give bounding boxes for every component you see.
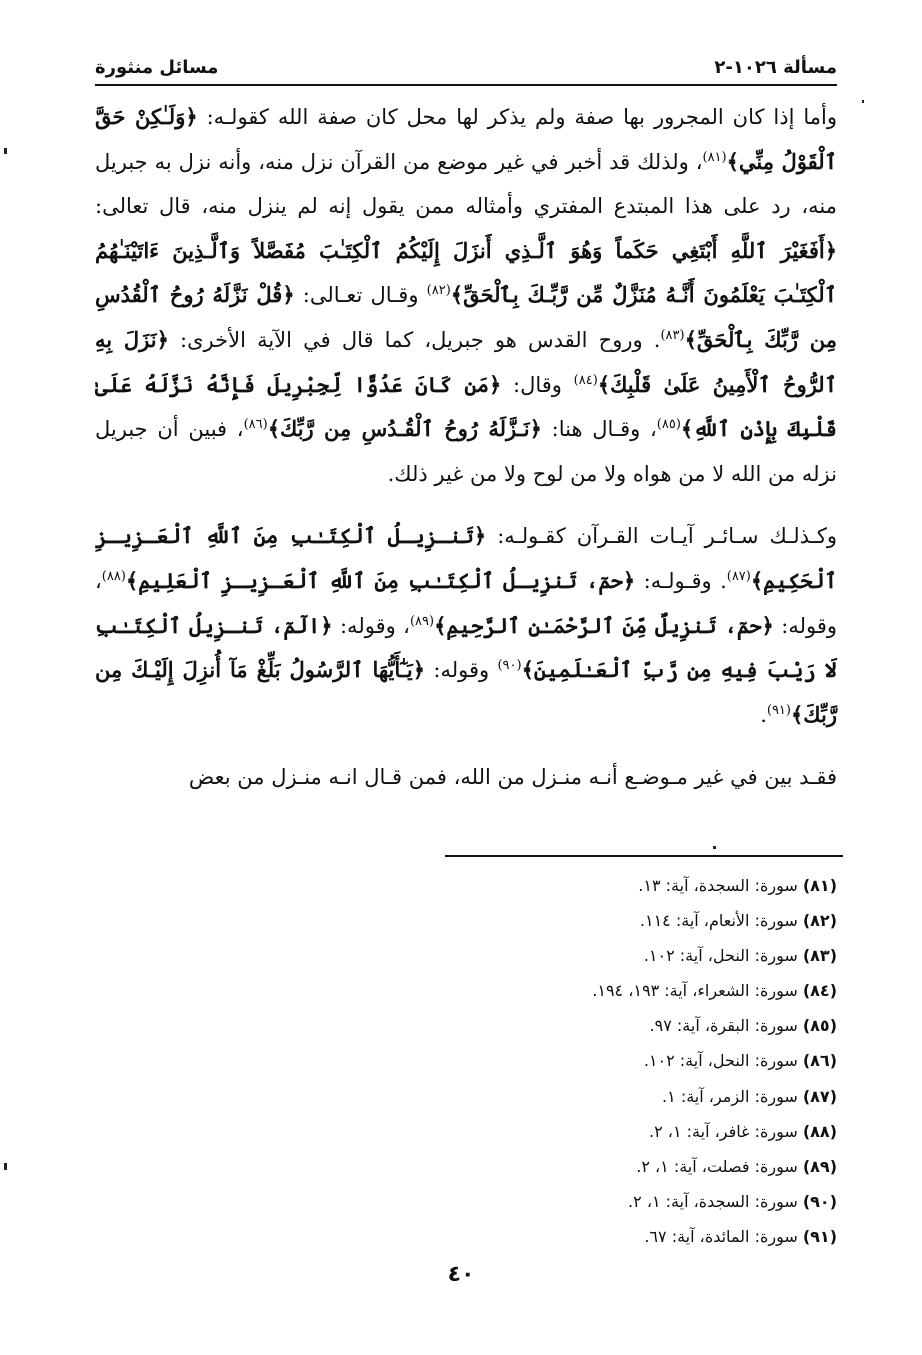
footnote-item — [95, 1043, 837, 1078]
footnote-item — [95, 938, 837, 973]
footnote-number: (٨١) — [802, 876, 837, 895]
footnote-number: (٨٤) — [802, 981, 837, 1001]
footnote-marker: (٨٥) — [656, 417, 681, 433]
footnote-item — [95, 1149, 837, 1184]
footnote-item — [95, 1079, 837, 1114]
footnote-item — [95, 973, 837, 1008]
body-text-run: وقوله: — [425, 658, 498, 683]
quran-verse: ﴿الٓمٓ، تَنـزِيلُ ٱلْكِتَـٰبِ لَا رَيْبَ فِيهِ مِن رَّبِّ ٱلْعَـٰلَمِينَ﴾ — [95, 612, 837, 683]
quran-verse: ﴿قُلْ نَزَّلَهُ رُوحُ ٱلْقُدُسِ مِن رَّبِّكَ بِٱلْحَقِّ﴾ — [95, 282, 837, 352]
quran-verse: ﴿مَن كَانَ عَدُوًّا لِّجِبْرِيلَ فَإِنَّهُ نَزَّلَهُ عَلَىٰ قَلْبِكَ بِإِذْنِ ٱللَّهِ﴾ — [95, 371, 837, 442]
footnotes-list — [95, 868, 837, 1254]
footnote-number: (٩١) — [802, 1226, 837, 1246]
quran-verse: ﴿حمٓ، تَنزِيلٌ مِّنَ ٱلرَّحْمَـٰنِ ٱلرَّحِيمِ﴾ — [434, 612, 774, 638]
body-text-run: ، وقـال هنا: — [541, 417, 657, 442]
body-text-run: وكـذلـك سـائـر آيـات القـرآن كقـولـه: — [486, 524, 838, 549]
running-header — [95, 40, 837, 86]
header-issue-number: مسألة ١٠٢٦-٢ — [714, 57, 837, 78]
footnote-item — [95, 868, 837, 903]
footnote-marker: (٨١) — [702, 149, 727, 165]
body-text-run: . وقـولـه: — [635, 568, 727, 593]
quran-verse: ﴿يَـٰٓأَيُّهَا ٱلرَّسُولُ بَلِّغْ مَآ أُنزِلَ إِلَيْـكَ مِن رَّبِّكَ﴾ — [95, 657, 837, 727]
body-text-run: وأما إذا كان المجرور بها صفة ولم يذكر لها محل كان صفة الله كقولـه: — [197, 105, 837, 129]
footnote-marker: (٨٩) — [409, 613, 435, 629]
footnote-marker: (٨٢) — [426, 283, 451, 299]
footnote-text: سورة: الشعراء، آية: ١٩٣، ١٩٤. — [592, 981, 798, 1001]
footnote-number: (٨٦) — [802, 1051, 837, 1071]
footnote-marker: (٩١) — [766, 702, 791, 718]
footnote-text: سورة: الزمر، آية: ١. — [662, 1086, 798, 1106]
footnote-text: سورة: السجدة، آية: ١، ٢. — [628, 1191, 798, 1211]
footnote-text: سورة: فصلت، آية: ١، ٢. — [636, 1156, 798, 1176]
footnote-number: (٨٩) — [802, 1156, 837, 1176]
scan-speck — [4, 1163, 7, 1170]
page-number: ٤٠ — [447, 1262, 475, 1287]
footnote-text: سورة: النحل، آية: ١٠٢. — [643, 1051, 798, 1071]
footnote-divider — [445, 855, 843, 857]
header-section-title: مسائل منثورة — [95, 57, 219, 78]
paragraph — [95, 95, 837, 496]
footnote-marker: (٨٤) — [573, 372, 598, 388]
scan-speck — [713, 846, 716, 849]
footnote-number: (٨٨) — [802, 1121, 837, 1141]
body-text-run: وقال: — [501, 372, 574, 397]
footnote-marker: (٨٧) — [726, 568, 751, 584]
body-text-run: ، فبين أن جبريل نزله من الله لا من هواه ولا من لوح ولا من غير ذلك. — [95, 417, 837, 486]
footnote-text: سورة: النحل، آية: ١٠٢. — [643, 946, 798, 966]
quran-verse: ﴿وَلَـٰكِنْ حَقَّ ٱلْقَوْلُ مِنِّي﴾ — [95, 104, 837, 174]
footnote-marker: (٨٨) — [101, 568, 126, 584]
footnote-marker: (٨٣) — [660, 327, 685, 343]
footnote-text: سورة: البقرة، آية: ٩٧. — [649, 1016, 798, 1036]
scan-speck — [4, 148, 7, 154]
footnote-marker: (٨٦) — [243, 417, 268, 433]
footnote-item — [95, 903, 837, 938]
body-text-run: ، ولذلك قد أخبر في غير موضع من القرآن نزل منه، وأنه نزل به جبريل منه، رد على هذا المبتدع المفتري وأمثاله ممن يقول إنه لم ينزل منه، قال تعالى: — [95, 149, 837, 219]
quran-verse: ﴿تَنـزِيـلُ ٱلْكِتَـٰبِ مِنَ ٱللَّهِ ٱلْعَـزِيـزِ ٱلْحَكِيمِ﴾ — [95, 523, 838, 593]
footnote-item — [95, 1008, 837, 1043]
footnote-item — [95, 1184, 837, 1219]
main-text — [95, 95, 837, 800]
footnote-marker: (٩٠) — [497, 658, 522, 674]
footnote-item — [95, 1219, 837, 1254]
footnote-number: (٨٢) — [802, 911, 837, 931]
paragraph — [95, 755, 837, 800]
paragraph — [95, 514, 837, 737]
body-text-run: وقـال تعـالى: — [294, 283, 427, 308]
quran-verse: ﴿حمٓ، تَنزِيـلُ ٱلْكِتَـٰبِ مِنَ ٱللَّهِ ٱلْعَـزِيـزِ ٱلْعَلِيمِ﴾ — [125, 567, 636, 593]
footnote-number: (٨٣) — [802, 946, 837, 966]
quran-verse: ﴿نَـزَّلَهُ رُوحُ ٱلْقُـدُسِ مِن رَّبِّكَ﴾ — [267, 416, 542, 442]
quran-verse: ﴿نَزَلَ بِهِ ٱلرُّوحُ ٱلْأَمِينُ عَلَىٰ قَلْبِكَ﴾ — [95, 326, 838, 397]
body-text-run: . وروح القدس هو جبريل، كما قال في الآية الأخرى: — [168, 327, 661, 352]
footnote-number: (٨٥) — [802, 1016, 837, 1036]
body-text-run: ، وقوله: — [332, 613, 410, 638]
footnote-number: (٨٧) — [802, 1086, 837, 1106]
body-text-run: . — [760, 702, 767, 727]
body-text-run: فقـد بين في غير مـوضـع أنـه منـزل من الله، فمن قـال انـه منـزل من بعض — [188, 765, 837, 790]
footnote-text: سورة: المائدة، آية: ٦٧. — [644, 1226, 798, 1246]
footnote-text: سورة: الأنعام، آية: ١١٤. — [639, 911, 798, 931]
quran-verse: ﴿أَفَغَيْرَ ٱللَّهِ أَبْتَغِي حَكَماً وَهُوَ ٱلَّـذِي أَنزَلَ إِلَيْكُمُ ٱلْكِتَـٰبَ مُفَصَّلاً وَٱلَّـذِينَ ءَاتَيْنَـٰهُمُ ٱلْكِتَـٰبَ يَعْلَمُونَ أَنَّـهُ مُنَزَّلٌ مِّن رَّبِّـكَ بِٱلْحَقِّ﴾ — [95, 237, 837, 308]
footnote-text: سورة: السجدة، آية: ١٣. — [638, 876, 798, 895]
scan-speck — [862, 100, 864, 103]
footnote-item — [95, 1114, 837, 1149]
footnote-text: سورة: غافر، آية: ١، ٢. — [649, 1121, 798, 1141]
body-text-run: ، وقوله: — [95, 568, 838, 638]
footnote-number: (٩٠) — [802, 1191, 837, 1211]
